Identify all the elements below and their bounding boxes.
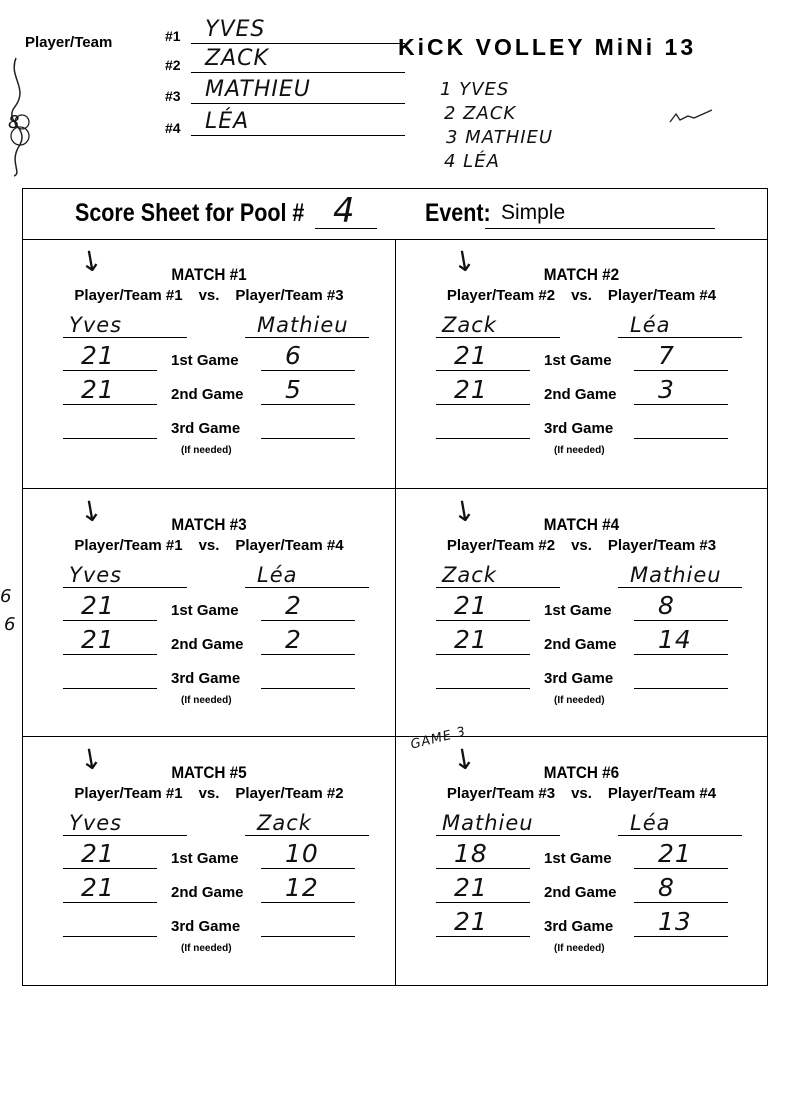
vs-label: vs.: [198, 785, 220, 803]
game-row: [396, 907, 767, 937]
left-name-line: [436, 835, 560, 836]
game-label: 2nd Game: [544, 386, 617, 403]
game-row: [23, 873, 395, 903]
game-row: [23, 375, 395, 405]
left-score: 21: [81, 624, 115, 654]
right-name-line: [618, 337, 742, 338]
right-team-label: Player/Team #2: [235, 785, 344, 803]
left-name-line: [436, 587, 560, 588]
left-player-name: Yves: [69, 562, 123, 587]
left-player-name: Zack: [442, 313, 497, 337]
game-label: 3rd Game: [171, 669, 241, 687]
list-item: 1 YVES: [440, 79, 510, 100]
left-score-line: [63, 936, 157, 937]
game-label: 1st Game: [171, 601, 239, 619]
right-player-name: Léa: [630, 313, 671, 337]
margin-note: 6: [0, 586, 13, 607]
right-score-line: [261, 936, 355, 937]
match-teams: [23, 287, 395, 304]
left-score: 21: [454, 590, 488, 620]
game-label: 2nd Game: [171, 386, 244, 403]
match-title: MATCH #6: [543, 763, 620, 783]
left-score-line: [63, 438, 157, 439]
game-label: 2nd Game: [171, 635, 244, 653]
game-row: [23, 839, 395, 869]
match-teams: [23, 785, 395, 802]
match-title: MATCH #5: [171, 763, 247, 783]
roster-name: LÉA: [205, 109, 250, 134]
right-score-line: [261, 654, 355, 655]
check-mark-icon: ↓: [76, 741, 107, 779]
if-needed-note: (If needed): [554, 445, 605, 456]
check-mark-icon: ↓: [449, 243, 480, 280]
left-score: 21: [81, 873, 115, 903]
right-name-line: [618, 587, 742, 588]
left-player-name: Mathieu: [442, 811, 534, 836]
match-cell-6: [395, 724, 767, 985]
game-row: [396, 341, 767, 371]
left-score: 21: [454, 624, 488, 654]
left-score-line: [436, 902, 530, 903]
right-score: 14: [658, 624, 692, 654]
right-score-line: [261, 902, 355, 903]
left-score-line: [63, 902, 157, 903]
right-team-label: Player/Team #4: [607, 287, 717, 304]
right-name-line: [245, 587, 369, 588]
if-needed-note: (If needed): [554, 694, 605, 706]
left-score: 21: [81, 375, 115, 404]
match-title: MATCH #2: [543, 265, 620, 284]
left-score: 21: [81, 839, 115, 869]
game-label: 3rd Game: [171, 918, 241, 936]
if-needed-note: (If needed): [181, 445, 232, 456]
vs-label: vs.: [198, 536, 220, 554]
right-player-name: Léa: [257, 562, 298, 587]
game-row: [396, 624, 767, 655]
right-score: 7: [658, 341, 675, 370]
roster-name: ZACK: [205, 46, 269, 71]
right-score-line: [261, 438, 355, 439]
roster-num: #4: [165, 120, 181, 136]
match-teams: [396, 287, 767, 304]
player-team-label: Player/Team: [25, 34, 113, 51]
left-team-label: Player/Team #2: [446, 287, 556, 304]
left-team-label: Player/Team #3: [446, 785, 556, 803]
match-title: MATCH #4: [543, 514, 620, 534]
game-label: 2nd Game: [171, 884, 244, 902]
right-score-line: [634, 370, 728, 371]
roster-line: [191, 43, 405, 44]
game-label: 3rd Game: [544, 918, 614, 936]
left-score: 21: [454, 375, 488, 404]
left-score-line: [436, 654, 530, 655]
match-title: MATCH #3: [171, 514, 247, 534]
match-grid: [23, 239, 767, 985]
game-row: [396, 873, 767, 903]
brand-title: KiCK VOLLEY MiNi 13: [398, 34, 697, 60]
margin-note: 6: [4, 614, 17, 635]
margin-note: 8: [8, 112, 21, 133]
left-name-line: [63, 337, 187, 338]
right-score-line: [261, 370, 355, 371]
left-score-line: [436, 370, 530, 371]
vs-label: vs.: [571, 536, 592, 554]
left-team-label: Player/Team #2: [446, 536, 556, 554]
right-score-line: [634, 902, 728, 903]
left-score-line: [63, 868, 157, 869]
match-cell-1: [23, 239, 395, 488]
left-score-line: [436, 620, 530, 621]
right-score: 21: [658, 839, 692, 869]
right-score: 5: [285, 375, 302, 404]
left-score-line: [436, 868, 530, 869]
right-team-label: Player/Team #3: [235, 287, 344, 304]
right-score-line: [634, 688, 728, 689]
left-team-label: Player/Team #1: [74, 785, 183, 803]
right-score: 8: [658, 873, 675, 903]
game-label: 3rd Game: [544, 669, 614, 687]
left-score: 21: [454, 873, 488, 903]
sheet-title: Score Sheet for Pool #: [75, 199, 305, 227]
right-score-line: [634, 438, 728, 439]
game-row: [396, 669, 767, 689]
game-3-note: GAME 3: [409, 724, 468, 753]
left-score-line: [436, 404, 530, 405]
left-score-line: [63, 654, 157, 655]
game-label: 1st Game: [544, 352, 612, 369]
left-score: 21: [454, 907, 488, 937]
event-value: Simple: [501, 201, 566, 224]
game-row: [23, 669, 395, 689]
score-sheet: [22, 188, 768, 986]
check-mark-icon: ↓: [76, 243, 107, 280]
right-name-line: [618, 835, 742, 836]
left-score-line: [63, 688, 157, 689]
roster-num: #3: [165, 88, 181, 104]
right-player-name: Zack: [257, 811, 312, 836]
right-score: 2: [285, 624, 302, 654]
left-score-line: [436, 936, 530, 937]
game-label: 1st Game: [544, 601, 612, 619]
right-score-line: [261, 868, 355, 869]
left-score-line: [63, 370, 157, 371]
game-row: [396, 419, 767, 439]
right-score-line: [261, 620, 355, 621]
match-teams: [396, 537, 767, 554]
right-team-label: Player/Team #4: [607, 785, 717, 803]
roster-line: [191, 103, 405, 104]
match-teams: [23, 537, 395, 554]
game-label: 3rd Game: [171, 420, 241, 437]
left-name-line: [436, 337, 560, 338]
left-score: 21: [454, 341, 488, 370]
roster-row-2: [165, 46, 405, 75]
list-item: 3 MATHIEU: [446, 127, 554, 148]
right-score: 12: [285, 873, 319, 903]
right-score: 8: [658, 590, 675, 620]
game-row: [396, 590, 767, 621]
vs-label: vs.: [198, 287, 220, 304]
left-score-line: [436, 688, 530, 689]
check-mark-icon: ↓: [449, 741, 480, 779]
roster-line: [191, 72, 405, 73]
game-row: [23, 341, 395, 371]
roster-row-4: [165, 109, 405, 138]
left-score: 18: [454, 839, 488, 869]
roster-row-3: [165, 77, 405, 106]
tick-scribble-icon: [668, 104, 718, 128]
game-row: [23, 590, 395, 621]
game-label: 3rd Game: [544, 420, 614, 437]
game-label: 2nd Game: [544, 884, 617, 902]
roster-row-1: [165, 17, 405, 46]
left-player-name: Zack: [442, 562, 497, 587]
right-player-name: Mathieu: [630, 562, 722, 587]
left-score-line: [436, 438, 530, 439]
right-score-line: [634, 620, 728, 621]
game-row: [396, 839, 767, 869]
left-player-name: Yves: [69, 313, 123, 337]
right-team-label: Player/Team #4: [235, 536, 344, 554]
check-mark-icon: ↓: [449, 492, 480, 530]
game-label: 1st Game: [544, 850, 612, 868]
game-label: 1st Game: [171, 850, 239, 868]
game-label: 1st Game: [171, 352, 239, 369]
game-row: [23, 917, 395, 937]
if-needed-note: (If needed): [181, 694, 232, 706]
left-score: 21: [81, 341, 115, 370]
game-row: [396, 375, 767, 405]
left-score-line: [63, 620, 157, 621]
roster-num: #1: [165, 28, 181, 44]
match-cell-4: [395, 488, 767, 737]
right-score: 13: [658, 907, 692, 937]
match-cell-3: [23, 488, 395, 737]
right-score: 3: [658, 375, 675, 404]
vs-label: vs.: [571, 785, 592, 803]
match-cell-2: [395, 239, 767, 488]
right-score-line: [261, 404, 355, 405]
right-score-line: [634, 404, 728, 405]
if-needed-note: (If needed): [181, 943, 232, 955]
right-name-line: [245, 337, 369, 338]
roster-num: #2: [165, 57, 181, 73]
right-score-line: [634, 936, 728, 937]
left-player-name: Yves: [69, 811, 123, 836]
list-item: 2 ZACK: [444, 103, 517, 124]
left-score-line: [63, 404, 157, 405]
right-score: 10: [285, 839, 319, 869]
right-score-line: [634, 868, 728, 869]
left-score: 21: [81, 590, 115, 620]
match-teams: [396, 785, 767, 802]
roster-name: YVES: [205, 17, 266, 42]
right-score: 6: [285, 341, 302, 370]
left-name-line: [63, 835, 187, 836]
right-name-line: [245, 835, 369, 836]
left-name-line: [63, 587, 187, 588]
roster-name: MATHIEU: [205, 77, 311, 102]
right-player-name: Léa: [630, 811, 671, 836]
match-cell-5: [23, 736, 395, 985]
right-score: 2: [285, 590, 302, 620]
left-team-label: Player/Team #1: [74, 536, 183, 554]
roster-line: [191, 135, 405, 136]
list-item: 4 LÉA: [444, 151, 500, 172]
left-team-label: Player/Team #1: [74, 287, 183, 304]
if-needed-note: (If needed): [554, 943, 605, 955]
event-label: Event:: [425, 199, 491, 227]
check-mark-icon: ↓: [76, 492, 107, 530]
handwritten-roster-list: [440, 78, 553, 174]
event-line: [485, 228, 715, 229]
game-row: [23, 419, 395, 439]
right-score-line: [634, 654, 728, 655]
game-label: 2nd Game: [544, 635, 617, 653]
match-title: MATCH #1: [171, 265, 247, 284]
sheet-title-bar: [23, 189, 767, 240]
right-player-name: Mathieu: [257, 313, 349, 337]
right-team-label: Player/Team #3: [607, 536, 717, 554]
right-score-line: [261, 688, 355, 689]
game-row: [23, 624, 395, 655]
pool-number: 4: [333, 191, 356, 231]
vs-label: vs.: [571, 287, 592, 304]
